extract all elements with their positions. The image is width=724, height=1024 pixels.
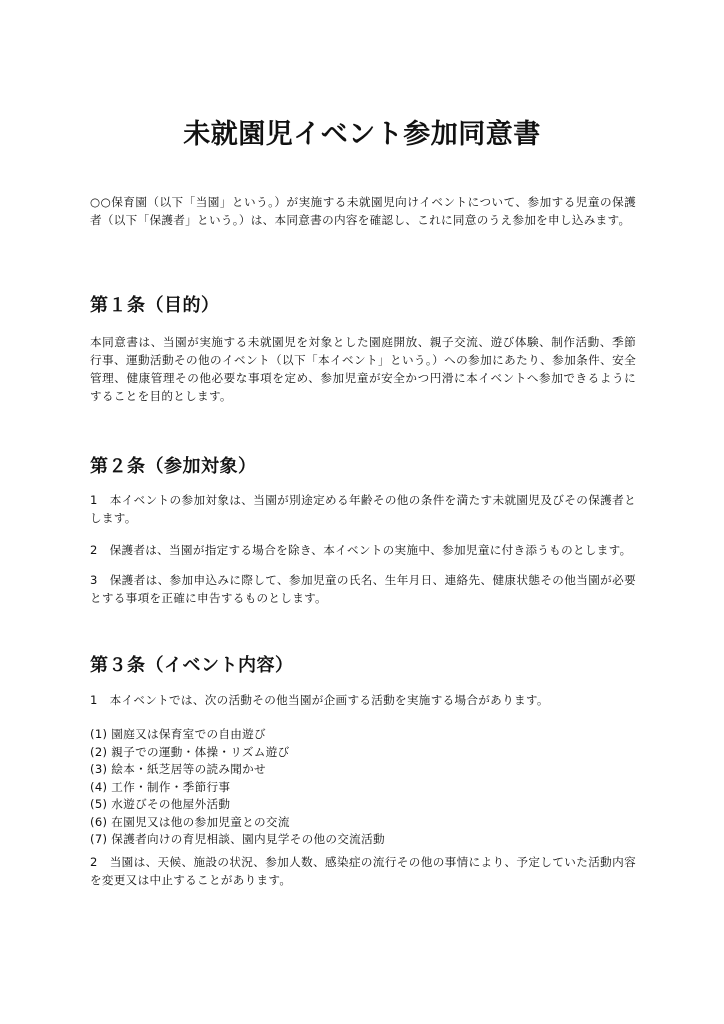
article-1-heading: 第１条（目的） [90,295,220,316]
intro-section [90,193,636,229]
article-1-body-wrap [90,333,636,405]
list-item: (6) 在園児又は他の参加児童との交流 [90,814,290,829]
article-3 [90,653,636,679]
article-2-paragraph-1: 1 本イベントの参加対象は、当園が別途定める年齢その他の条件を満たす未就園児及びその保護者とします。 [90,493,636,525]
article-2-paragraph-2: 2 保護者は、当園が指定する場合を除き、本イベントの実施中、参加児童に付き添うものとします。 [90,543,632,557]
article-3-paragraph-2: 2 当園は、天候、施設の状況、参加人数、感染症の流行その他の事情により、予定していた活動内容を変更又は中止することがあります。 [90,855,636,887]
article-3-p2-wrap [90,853,636,889]
list-item: (7) 保護者向けの育児相談、園内見学その他の交流活動 [90,832,385,846]
article-3-paragraph-1: 1 本イベントでは、次の活動その他当園が企画する活動を実施する場合があります。 [90,693,549,707]
article-2-p2-wrap [90,541,636,559]
list-item: (4) 工作・制作・季節行事 [90,779,231,794]
list-item: (5) 水遊びその他屋外活動 [90,797,231,811]
document-title: 未就園児イベント参加同意書 [183,119,541,150]
intro-paragraph: ○○保育園（以下「当園」という。）が実施する未就園児向けイベントについて、参加する児童の保護者（以下「保護者」という。）は、本同意書の内容を確認し、これに同意のうえ参加を申し込みます。 [90,195,636,227]
article-1 [90,293,636,319]
list-item: (1) 園庭又は保育室での自由遊び [90,727,266,741]
article-3-list-wrap [90,726,636,849]
article-2-p3-wrap [90,571,636,607]
article-2-p1-wrap [90,491,636,527]
article-3-p1-wrap [90,691,636,709]
activity-list [90,726,636,849]
list-item: (3) 絵本・紙芝居等の読み聞かせ [90,762,266,776]
list-item: (2) 親子での運動・体操・リズム遊び [90,744,290,759]
article-2 [90,454,636,480]
article-2-heading: 第２条（参加対象） [90,456,257,477]
article-1-body: 本同意書は、当園が実施する未就園児を対象とした園庭開放、親子交流、遊び体験、制作活動、季節行事、運動活動その他のイベント（以下「本イベント」という。）への参加にあたり、参加条件、安全管理、健康管理その他必要な事項を定め、参加児童が安全かつ円滑に本イベントへ参加できるようにすることを目的とします。 [90,335,636,403]
article-2-paragraph-3: 3 保護者は、参加申込みに際して、参加児童の氏名、生年月日、連絡先、健康状態その他当園が必要とする事項を正確に申告するものとします。 [90,573,636,605]
article-3-heading: 第３条（イベント内容） [90,655,294,676]
